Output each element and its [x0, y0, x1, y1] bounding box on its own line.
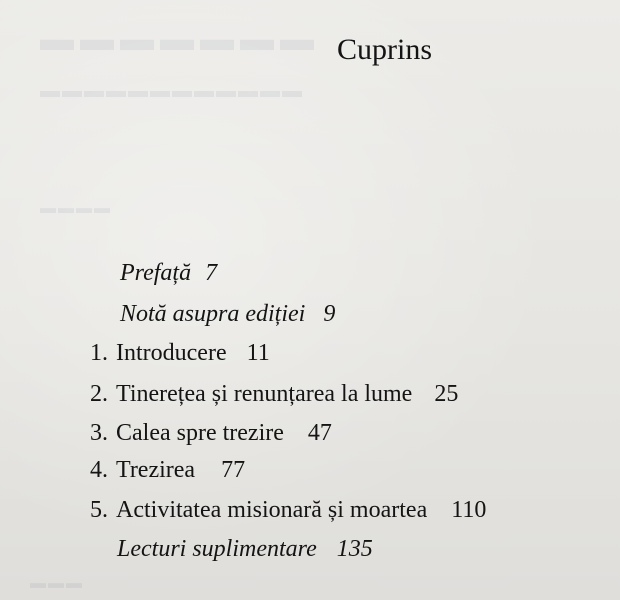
- toc-entry-title: Lecturi suplimentare: [117, 536, 317, 562]
- toc-entry-edition-note: [120, 298, 335, 330]
- toc-entry-chapter-number: 3.: [90, 420, 108, 446]
- toc-entry-chapter-1: [90, 337, 270, 369]
- toc-entry-page-number: 11: [246, 340, 270, 366]
- toc-entry-chapter-number: 2.: [90, 381, 108, 407]
- toc-entry-chapter-4: [90, 454, 245, 486]
- toc-entry-further-reading: [117, 533, 373, 565]
- bleed-through-texture: ▬▬▬▬▬▬▬▬▬▬▬▬: [40, 80, 304, 102]
- toc-entry-page-number: 135: [336, 536, 373, 562]
- toc-entry-title: Introducere: [116, 340, 227, 366]
- toc-entry-page-number: 25: [434, 381, 459, 407]
- toc-entry-page-number: 77: [221, 457, 246, 483]
- toc-entry-page-number: 110: [451, 497, 487, 523]
- contents-heading: Cuprins: [337, 33, 433, 66]
- toc-entry-page-number: 47: [307, 420, 332, 446]
- toc-entry-title: Trezirea: [116, 457, 196, 483]
- toc-entry-title: Calea spre trezire: [116, 420, 284, 446]
- toc-entry-title: Notă asupra ediției: [120, 301, 306, 327]
- toc-entry-title: Prefață: [120, 260, 192, 286]
- toc-entry-preface: [120, 257, 217, 289]
- toc-entry-title: Tinerețea și renunțarea la lume: [116, 381, 413, 407]
- toc-entry-chapter-3: [90, 417, 332, 449]
- toc-entry-chapter-number: 1.: [90, 340, 108, 366]
- bleed-through-texture: ▬▬▬▬: [40, 200, 112, 217]
- toc-entry-chapter-5: [90, 494, 486, 526]
- toc-entry-page-number: 7: [205, 260, 218, 286]
- bleed-through-texture: ▬▬▬▬▬▬▬: [40, 20, 320, 58]
- toc-entry-chapter-2: [90, 378, 458, 410]
- toc-entry-chapter-number: 5.: [90, 497, 108, 523]
- toc-entry-page-number: 9: [323, 301, 336, 327]
- toc-entry-title: Activitatea misionară și moartea: [116, 497, 428, 523]
- toc-entry-chapter-number: 4.: [90, 457, 108, 483]
- bleed-through-texture: ▬▬▬: [30, 575, 84, 592]
